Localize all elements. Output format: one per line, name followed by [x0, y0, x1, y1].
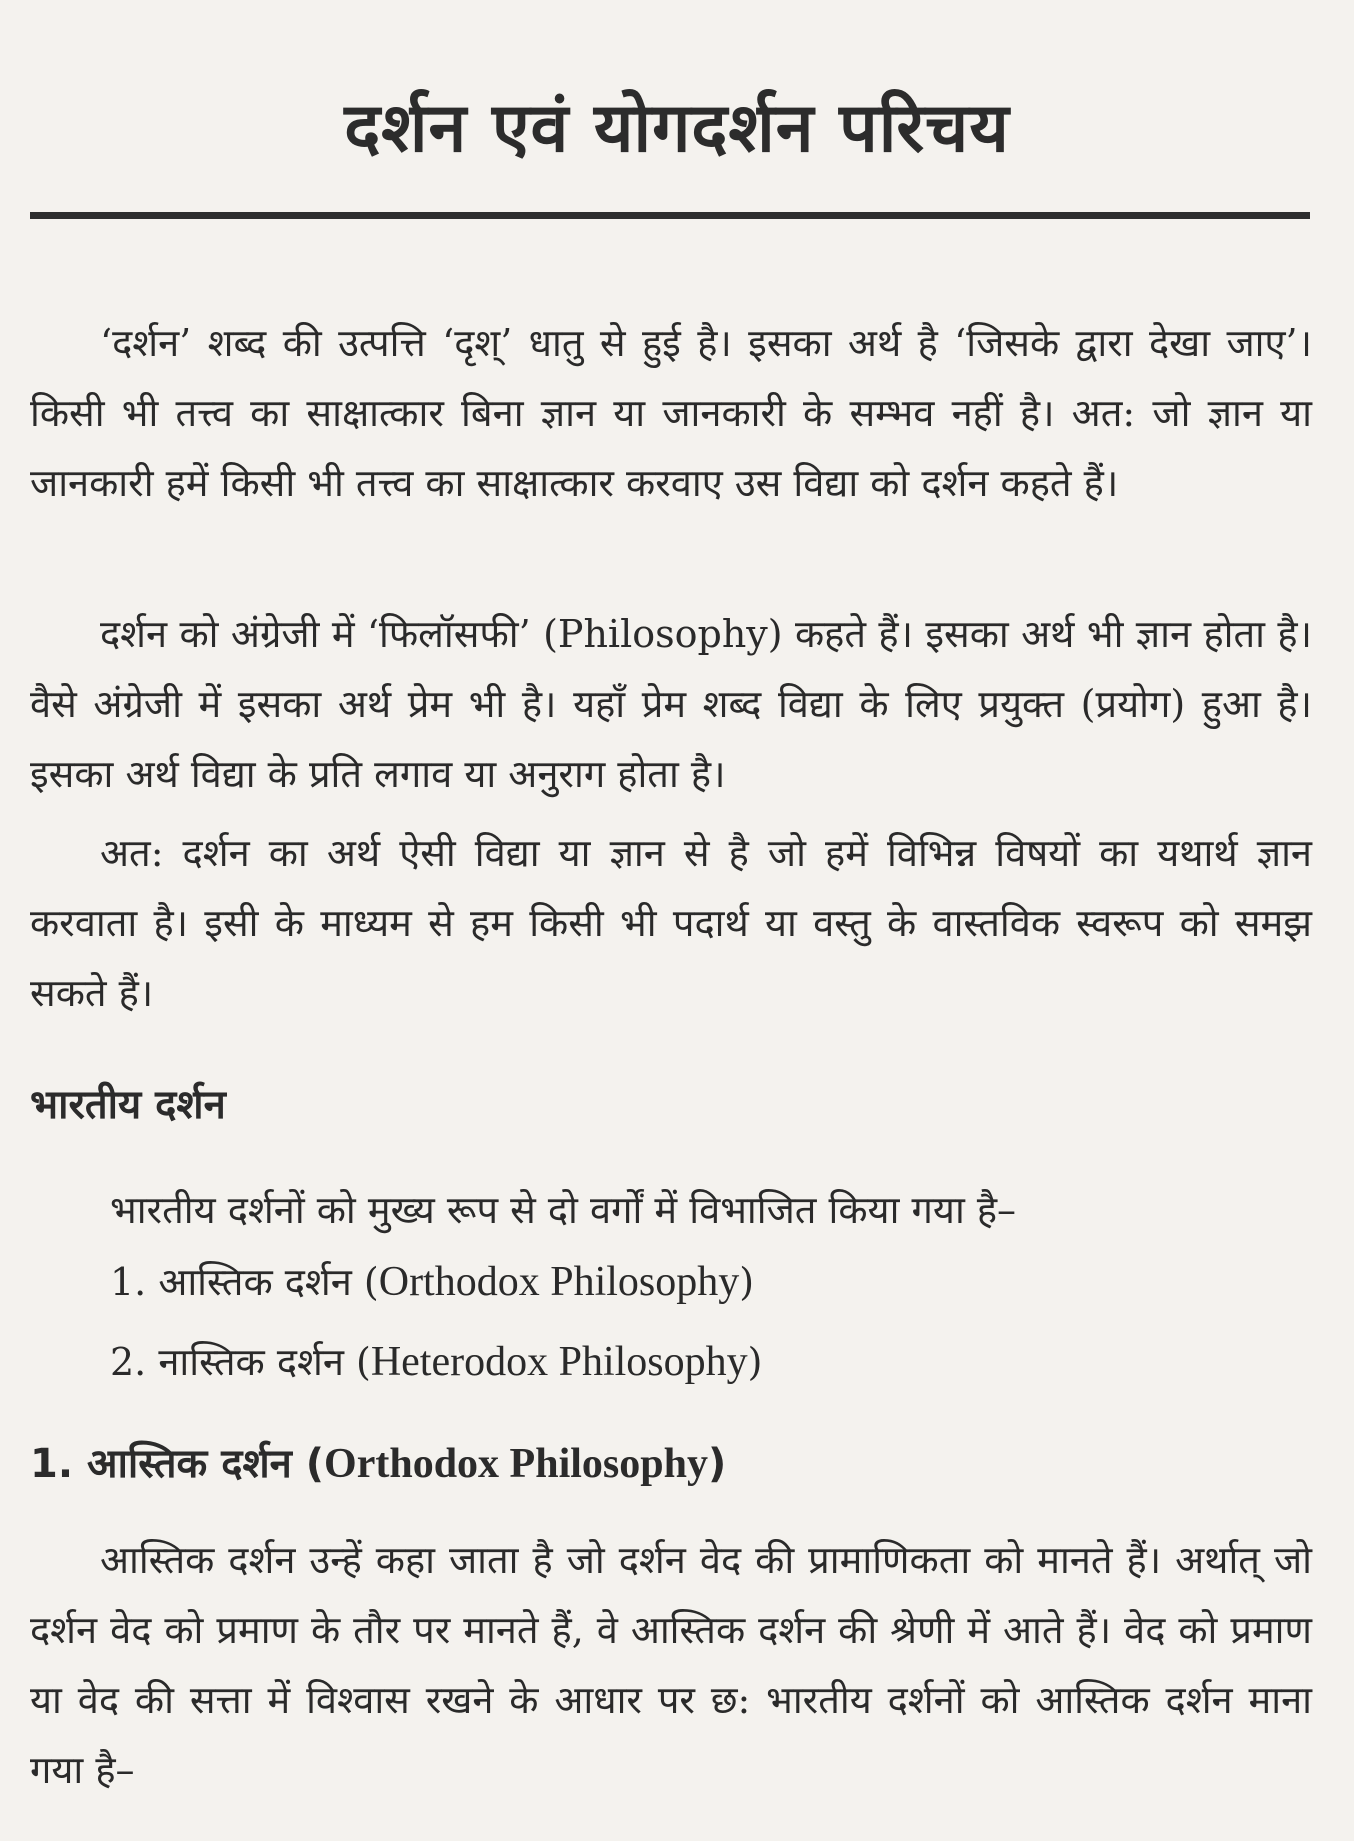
paragraph-darshan-definition: अत: दर्शन का अर्थ ऐसी विद्या या ज्ञान से है जो हमें विभिन्न विषयों का यथार्थ ज्ञान करवाता है। इसी के माध्यम से हम किसी भी पदार्थ या वस्तु के वास्तविक स्वरूप को समझ सकते हैं। — [30, 831, 1312, 1015]
list-item-orthodox-prefix: 1. आस्तिक दर्शन ( — [110, 1260, 379, 1304]
list-item-heterodox-latin: Heterodox Philosophy — [370, 1339, 748, 1385]
paragraph-orthodox-definition: आस्तिक दर्शन उन्हें कहा जाता है जो दर्शन वेद की प्रामाणिकता को मानते हैं। अर्थात् जो दर्शन वेद को प्रमाण के तौर पर मानते हैं, वे आस्तिक दर्शन की श्रेणी में आते हैं। वेद को प्रमाण या वेद की सत्ता में विश्वास रखने के आधार पर छ: भारतीय दर्शनों को आस्तिक दर्शन माना गया है– — [30, 1538, 1312, 1792]
orthodox-heading-prefix: 1. आस्तिक दर्शन ( — [30, 1441, 325, 1487]
list-item-orthodox-suffix: ) — [739, 1260, 755, 1304]
list-item-heterodox-suffix: ) — [747, 1340, 763, 1384]
section-heading-indian-philosophy: भारतीय दर्शन — [30, 1082, 226, 1128]
page-title: दर्शन एवं योगदर्शन परिचय — [344, 89, 1010, 168]
list-item-orthodox-latin: Orthodox Philosophy — [378, 1259, 740, 1305]
list-item-heterodox-prefix: 2. नास्तिक दर्शन ( — [110, 1340, 371, 1384]
paragraph-philosophy-meaning: दर्शन को अंग्रेजी में ‘फिलॉसफी’ (Philosophy) कहते हैं। इसका अर्थ भी ज्ञान होता है। वैसे अंग्रेजी में इसका अर्थ प्रेम भी है। यहाँ प्रेम शब्द विद्या के लिए प्रयुक्त (प्रयोग) हुआ है। इसका अर्थ विद्या के प्रति लगाव या अनुराग होता है। — [30, 612, 1312, 796]
classification-intro: भारतीय दर्शनों को मुख्य रूप से दो वर्गों में विभाजित किया गया है– — [110, 1188, 1017, 1232]
title-underline-rule — [30, 212, 1310, 219]
list-item-orthodox — [110, 1255, 754, 1307]
orthodox-heading-suffix: ) — [707, 1441, 727, 1487]
section-heading-orthodox — [30, 1434, 726, 1489]
orthodox-heading-latin: Orthodox Philosophy — [324, 1441, 708, 1487]
paragraph-darshan-origin: ‘दर्शन’ शब्द की उत्पत्ति ‘दृश्’ धातु से हुई है। इसका अर्थ है ‘जिसके द्वारा देखा जाए’। किसी भी तत्त्व का साक्षात्कार बिना ज्ञान या जानकारी के सम्भव नहीं है। अत: जो ज्ञान या जानकारी हमें किसी भी तत्त्व का साक्षात्कार करवाए उस विद्या को दर्शन कहते हैं। — [30, 321, 1312, 505]
list-item-heterodox — [110, 1335, 762, 1387]
